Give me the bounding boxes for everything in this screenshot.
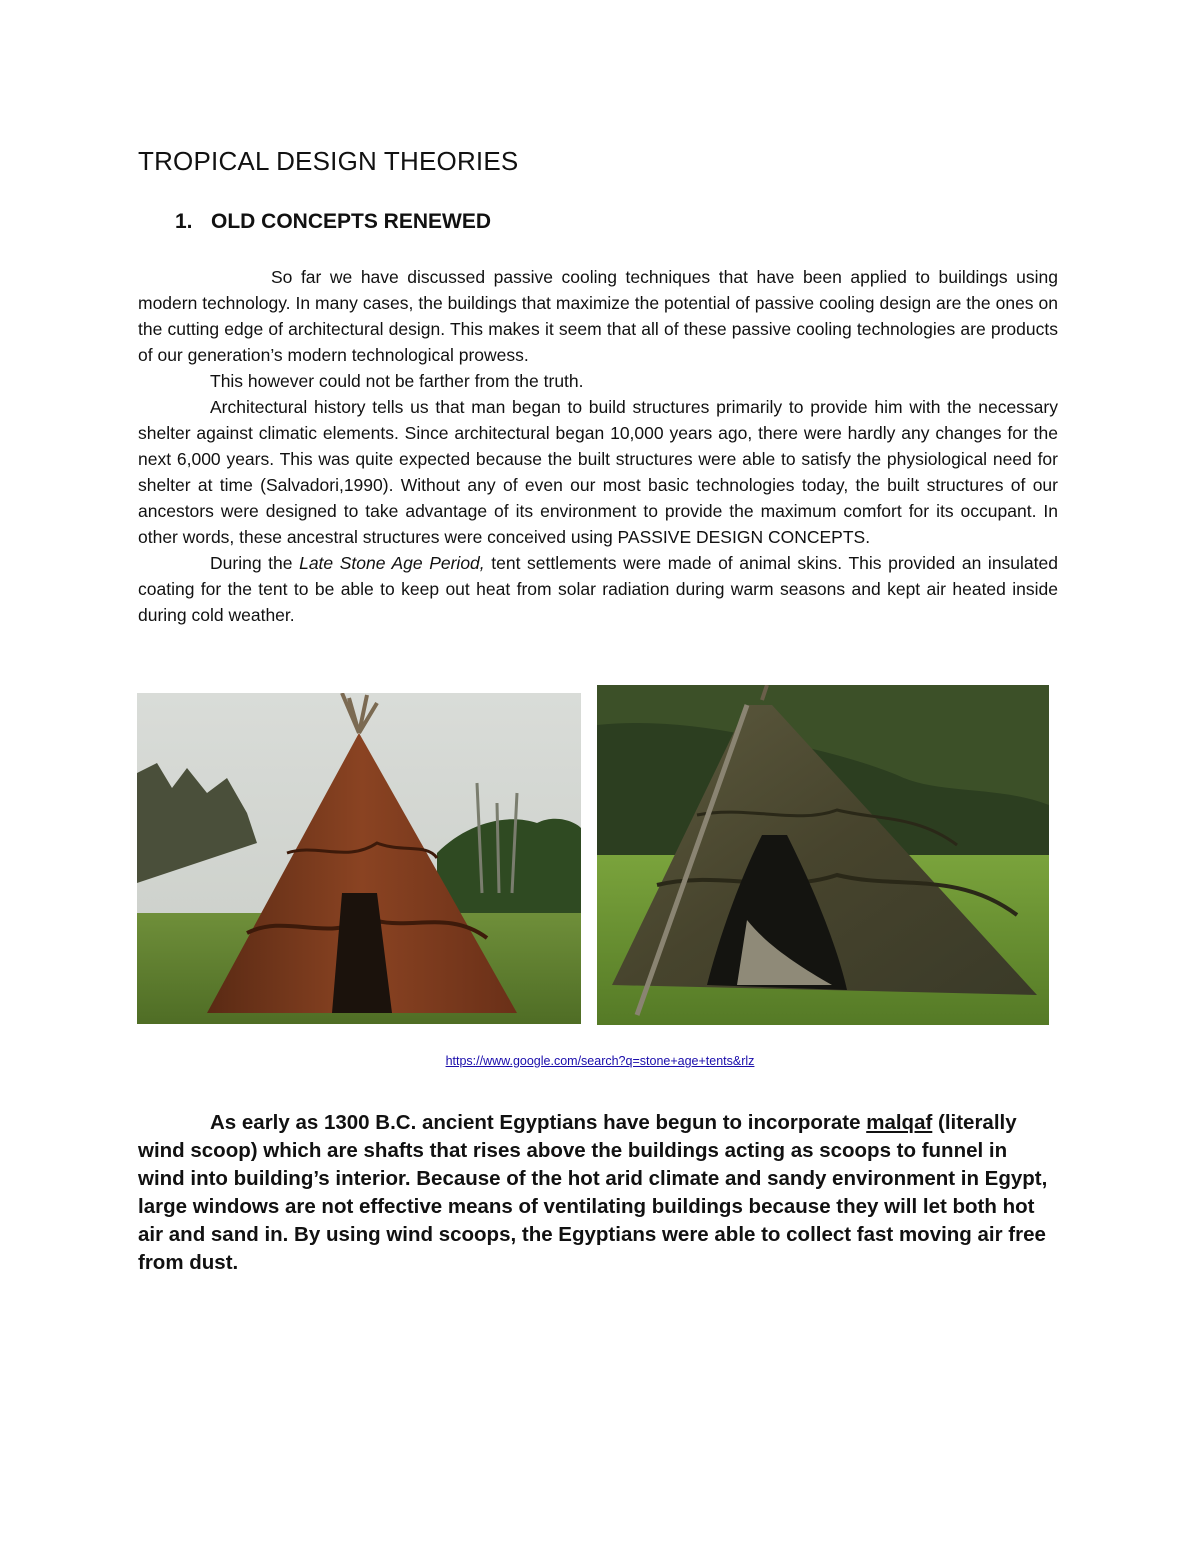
paragraph-history: Architectural history tells us that man began to build structures primarily to provide him with the necessary shelter against climatic elements. Since architectural began 10,000 years ago, there were hardly any changes for the next 6,000 years. This was quite expected because the built structures were able to satisfy the physiological need for shelter at time (Salvadori,1990). Without any of even our most basic technologies today, the built structures of our ancestors were designed to take advantage of its environment to provide the maximum comfort for its occupant. In other words, these ancestral structures were conceived using PASSIVE DESIGN CONCEPTS.	[138, 397, 1058, 547]
malqaf-term: malqaf	[866, 1111, 933, 1134]
malqaf-paragraph	[138, 1109, 1058, 1277]
document-title: TROPICAL DESIGN THEORIES	[138, 146, 519, 176]
section-heading	[175, 210, 491, 234]
section-number: 1.	[175, 210, 193, 233]
tipi-tent-photo	[137, 693, 581, 1024]
paragraph-stone-age-lead: During the	[210, 553, 300, 573]
ridge-tent-photo	[597, 685, 1049, 1025]
paragraph-truth: This however could not be farther from the truth.	[210, 371, 584, 391]
section-heading-text: OLD CONCEPTS RENEWED	[211, 210, 492, 233]
paragraph-stone-age-rest: tent settlements were made of animal skins. This provided an insulated coating for the tent to be able to keep out heat from solar radiation during warm seasons and kept air heated inside during cold weather.	[138, 553, 1058, 625]
malqaf-paragraph-lead: As early as 1300 B.C. ancient Egyptians have begun to incorporate	[210, 1111, 867, 1134]
image-source-link[interactable]: https://www.google.com/search?q=stone+age+tents&rlz	[445, 1054, 755, 1068]
paragraph-stone-age	[138, 550, 1058, 628]
body-text	[138, 264, 1058, 628]
malqaf-paragraph-rest: (literally wind scoop) which are shafts that rises above the buildings acting as scoops to funnel in wind into building’s interior. Because of the hot arid climate and sandy environment in Egypt, large windows are not effective means of ventilating buildings because they will let both hot air and sand in. By using wind scoops, the Egyptians were able to collect fast moving air free from dust.	[138, 1111, 1048, 1274]
late-stone-age-term: Late Stone Age Period,	[299, 553, 485, 573]
paragraph-intro: So far we have discussed passive cooling techniques that have been applied to buildings using modern technology. In many cases, the buildings that maximize the potential of passive cooling design are the ones on the cutting edge of architectural design. This makes it seem that all of these passive cooling technologies are products of our generation’s modern technological prowess.	[138, 267, 1058, 365]
